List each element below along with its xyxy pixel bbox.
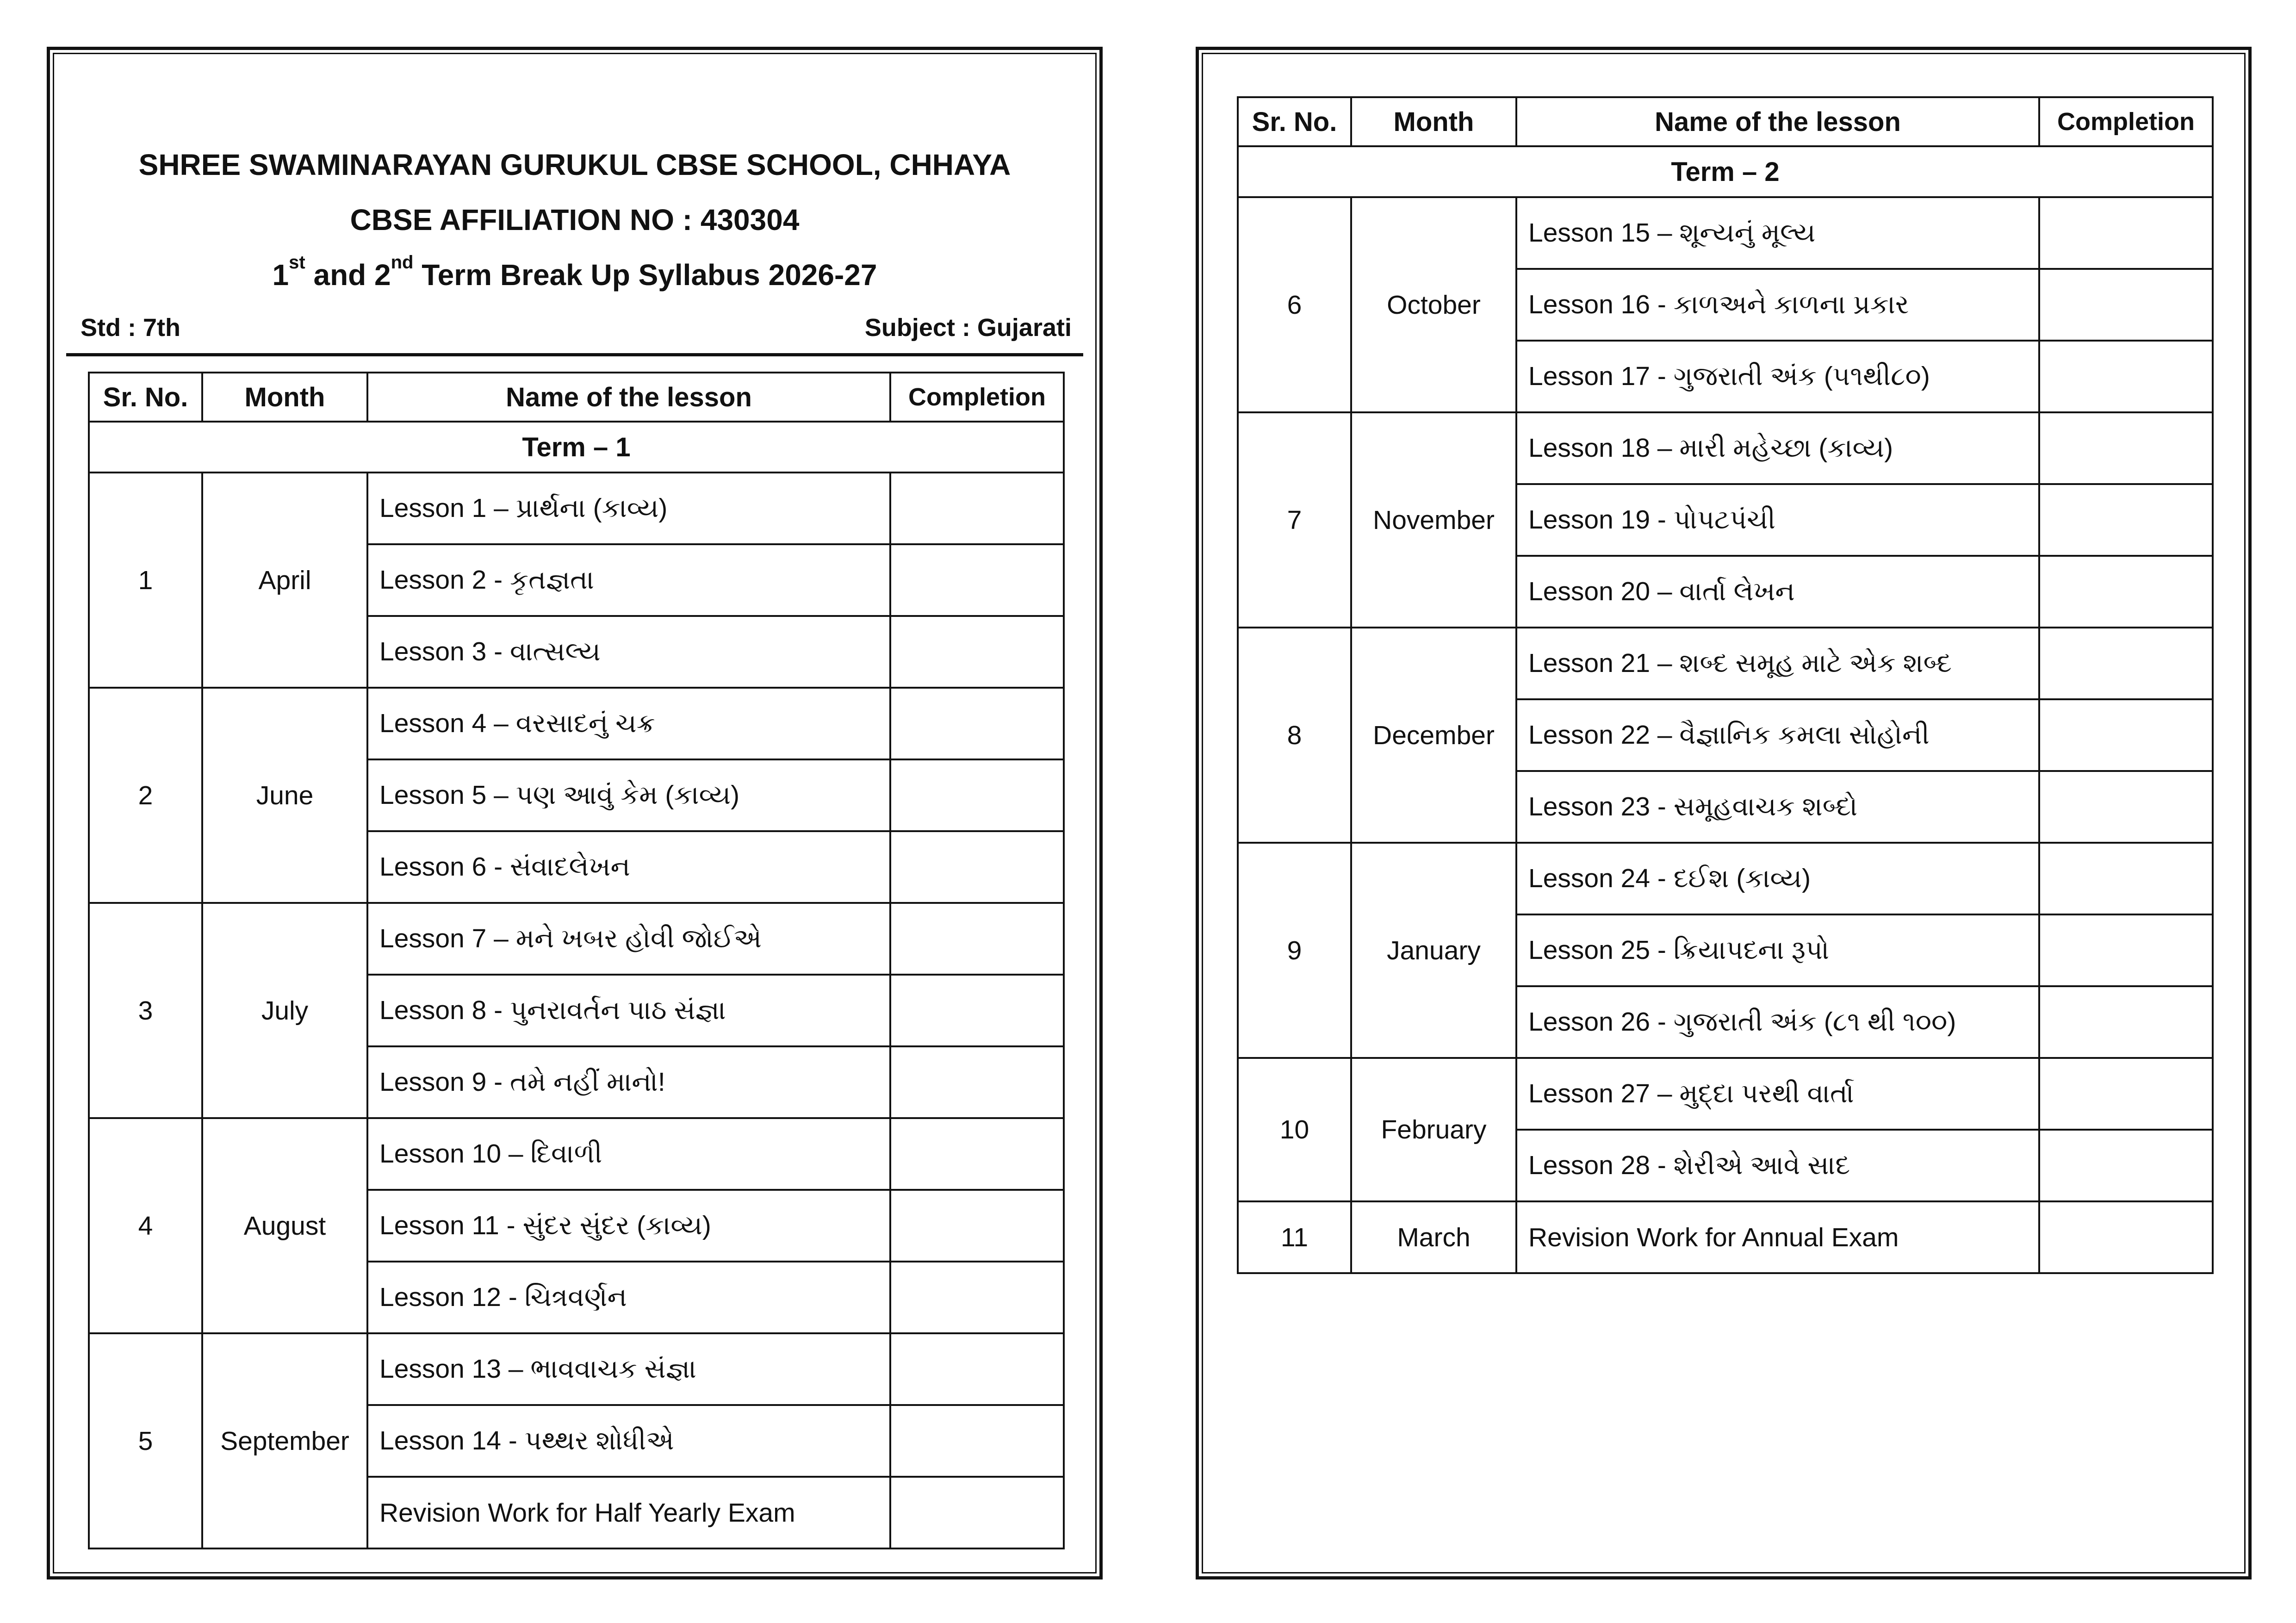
term2-label: Term – 2 (1238, 146, 2213, 197)
lesson-cell: Lesson 5 – પણ આવું કેમ (કાવ્ય) (367, 759, 890, 831)
table-row (1238, 843, 2213, 914)
lesson-cell: Lesson 17 - ગુજરાતી અંક (૫૧થી૮૦) (1516, 341, 2039, 412)
lesson-cell: Lesson 15 – શૂન્યનું મૂલ્ય (1516, 197, 2039, 269)
month-cell: December (1351, 628, 1516, 843)
sr-no-cell: 10 (1238, 1058, 1351, 1201)
completion-cell[interactable] (890, 473, 1064, 544)
completion-cell[interactable] (2039, 1201, 2213, 1273)
lesson-cell: Lesson 1 – પ્રાર્થના (કાવ્ય) (367, 473, 890, 544)
month-cell: April (202, 473, 367, 688)
sr-no-cell: 7 (1238, 412, 1351, 628)
sr-no-cell: 3 (89, 903, 202, 1118)
completion-cell[interactable] (2039, 986, 2213, 1058)
sr-no-cell: 11 (1238, 1201, 1351, 1273)
lesson-cell: Lesson 3 - વાત્સલ્ય (367, 616, 890, 688)
sr-no-cell: 2 (89, 688, 202, 903)
month-cell: July (202, 903, 367, 1118)
right-page (1196, 47, 2252, 1579)
completion-cell[interactable] (890, 1190, 1064, 1262)
table-header-row (1238, 97, 2213, 146)
sr-no-cell: 5 (89, 1333, 202, 1548)
term2-table (1237, 96, 2214, 1274)
term1-label: Term – 1 (89, 422, 1064, 473)
completion-cell[interactable] (2039, 197, 2213, 269)
month-cell: June (202, 688, 367, 903)
syllabus-title: 1st and 2nd Term Break Up Syllabus 2026-27 (272, 252, 877, 292)
lesson-cell: Lesson 23 - સમૂહવાચક શબ્દો (1516, 771, 2039, 843)
month-cell: November (1351, 412, 1516, 628)
lesson-cell: Lesson 20 – વાર્તા લેખન (1516, 556, 2039, 628)
completion-cell[interactable] (2039, 412, 2213, 484)
completion-cell[interactable] (890, 975, 1064, 1046)
lesson-cell: Lesson 21 – શબ્દ સમૂહ માટે એક શબ્દ (1516, 628, 2039, 699)
col-completion: Completion (2039, 97, 2213, 146)
table-row (1238, 628, 2213, 699)
lesson-cell: Lesson 7 – મને ખબર હોવી જોઈએ (367, 903, 890, 975)
std-label: Std : 7th (81, 314, 180, 342)
lesson-cell: Lesson 11 - સુંદર સુંદર (કાવ્ય) (367, 1190, 890, 1262)
completion-cell[interactable] (890, 903, 1064, 975)
completion-cell[interactable] (2039, 843, 2213, 914)
table-row (89, 688, 1064, 759)
lesson-cell: Lesson 2 - કૃતજ્ઞતા (367, 544, 890, 616)
table-row (89, 473, 1064, 544)
col-sr-no: Sr. No. (89, 373, 202, 422)
header-rule (66, 353, 1083, 356)
completion-cell[interactable] (890, 688, 1064, 759)
completion-cell[interactable] (890, 616, 1064, 688)
subject-label: Subject : Gujarati (864, 314, 1072, 342)
completion-cell[interactable] (890, 1262, 1064, 1333)
lesson-cell: Lesson 12 - ચિત્રવર્ણન (367, 1262, 890, 1333)
completion-cell[interactable] (890, 759, 1064, 831)
lesson-cell: Lesson 14 - પથ્થર શોધીએ (367, 1405, 890, 1477)
completion-cell[interactable] (2039, 699, 2213, 771)
col-lesson: Name of the lesson (367, 373, 890, 422)
sr-no-cell: 1 (89, 473, 202, 688)
lesson-cell: Lesson 25 - ક્રિયાપદના રૂપો (1516, 914, 2039, 986)
table-row (89, 1333, 1064, 1405)
table-row (89, 903, 1064, 975)
completion-cell[interactable] (2039, 1130, 2213, 1201)
school-name: SHREE SWAMINARAYAN GURUKUL CBSE SCHOOL, CHHAYA (138, 148, 1011, 181)
lesson-cell: Lesson 9 - તમે નહીં માનો! (367, 1046, 890, 1118)
completion-cell[interactable] (2039, 914, 2213, 986)
completion-cell[interactable] (890, 1477, 1064, 1548)
lesson-cell: Lesson 16 - કાળઅને કાળના પ્રકાર (1516, 269, 2039, 341)
lesson-cell: Lesson 10 – દિવાળી (367, 1118, 890, 1190)
completion-cell[interactable] (2039, 484, 2213, 556)
col-completion: Completion (890, 373, 1064, 422)
completion-cell[interactable] (2039, 628, 2213, 699)
lesson-cell: Lesson 27 – મુદ્દા પરથી વાર્તા (1516, 1058, 2039, 1130)
lesson-cell: Lesson 13 – ભાવવાચક સંજ્ઞા (367, 1333, 890, 1405)
month-cell: January (1351, 843, 1516, 1058)
sr-no-cell: 8 (1238, 628, 1351, 843)
table-row (1238, 1058, 2213, 1130)
table-row (1238, 1201, 2213, 1273)
lesson-cell: Lesson 4 – વરસાદનું ચક્ર (367, 688, 890, 759)
left-page (47, 47, 1103, 1579)
sr-no-cell: 6 (1238, 197, 1351, 412)
col-sr-no: Sr. No. (1238, 97, 1351, 146)
term1-table (88, 372, 1065, 1549)
completion-cell[interactable] (890, 831, 1064, 903)
lesson-cell: Lesson 24 - દઈશ (કાવ્ય) (1516, 843, 2039, 914)
table-row (1238, 197, 2213, 269)
completion-cell[interactable] (2039, 269, 2213, 341)
completion-cell[interactable] (890, 1046, 1064, 1118)
completion-cell[interactable] (2039, 556, 2213, 628)
lesson-cell: Lesson 8 - પુનરાવર્તન પાઠ સંજ્ઞા (367, 975, 890, 1046)
completion-cell[interactable] (2039, 771, 2213, 843)
completion-cell[interactable] (890, 1118, 1064, 1190)
col-lesson: Name of the lesson (1516, 97, 2039, 146)
lesson-cell: Lesson 26 - ગુજરાતી અંક (૮૧ થી ૧૦૦) (1516, 986, 2039, 1058)
lesson-cell: Revision Work for Half Yearly Exam (367, 1477, 890, 1548)
lesson-cell: Lesson 6 - સંવાદલેખન (367, 831, 890, 903)
lesson-cell: Lesson 19 - પોપટપંચી (1516, 484, 2039, 556)
term2-body (1238, 146, 2213, 1273)
sr-no-cell: 9 (1238, 843, 1351, 1058)
completion-cell[interactable] (890, 544, 1064, 616)
completion-cell[interactable] (890, 1405, 1064, 1477)
term1-body (89, 422, 1064, 1548)
table-row (1238, 412, 2213, 484)
lesson-cell: Lesson 18 – મારી મહેચ્છા (કાવ્ય) (1516, 412, 2039, 484)
completion-cell[interactable] (890, 1333, 1064, 1405)
month-cell: March (1351, 1201, 1516, 1273)
table-row (89, 1118, 1064, 1190)
col-month: Month (202, 373, 367, 422)
completion-cell[interactable] (2039, 1058, 2213, 1130)
month-cell: August (202, 1118, 367, 1333)
col-month: Month (1351, 97, 1516, 146)
sr-no-cell: 4 (89, 1118, 202, 1333)
month-cell: October (1351, 197, 1516, 412)
completion-cell[interactable] (2039, 341, 2213, 412)
lesson-cell: Lesson 22 – વૈજ્ઞાનિક કમલા સોહોની (1516, 699, 2039, 771)
affiliation-number: CBSE AFFILIATION NO : 430304 (350, 203, 800, 236)
table-header-row (89, 373, 1064, 422)
month-cell: September (202, 1333, 367, 1548)
month-cell: February (1351, 1058, 1516, 1201)
lesson-cell: Revision Work for Annual Exam (1516, 1201, 2039, 1273)
lesson-cell: Lesson 28 - શેરીએ આવે સાદ (1516, 1130, 2039, 1201)
